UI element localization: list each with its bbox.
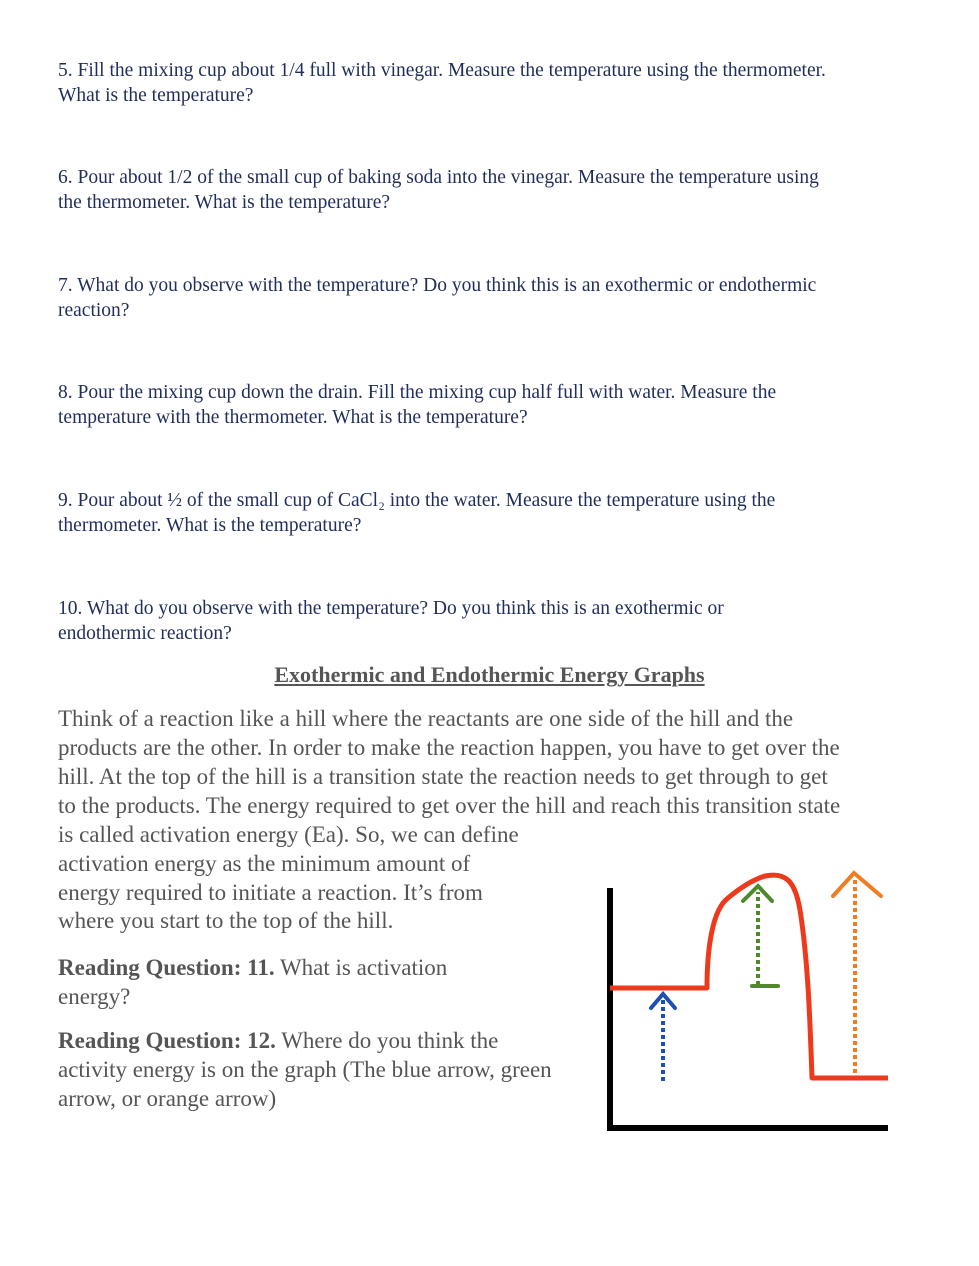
paragraph-line: energy required to initiate a reaction. It’s from <box>58 880 483 905</box>
orange-arrow <box>833 873 881 1073</box>
question-line: 10. What do you observe with the temperature? Do you think this is an exothermic or <box>58 598 724 619</box>
reading-question-text: What is activation energy? <box>58 955 448 1009</box>
question-line: reaction? <box>58 300 130 321</box>
blue-arrow <box>651 994 675 1081</box>
question-line: 5. Fill the mixing cup about 1/4 full with vinegar. Measure the temperature using the thermometer. <box>58 60 826 81</box>
paragraph-line: where you start to the top of the hill. <box>58 908 394 933</box>
paragraph-line: Think of a reaction like a hill where the reactants are one side of the hill and the <box>58 706 794 731</box>
question-line: 8. Pour the mixing cup down the drain. Fill the mixing cup half full with water. Measure the <box>58 382 777 403</box>
paragraph-line: to the products. The energy required to get over the hill and reach this transition state <box>58 793 841 818</box>
question-line: temperature with the thermometer. What is the temperature? <box>58 407 528 428</box>
paragraph-line: is called activation energy (Ea). So, we can define <box>58 822 519 847</box>
green-arrow <box>743 886 778 986</box>
paragraph-line: hill. At the top of the hill is a transition state the reaction needs to get through to get <box>58 764 828 789</box>
question-line: the thermometer. What is the temperature? <box>58 192 391 213</box>
paragraph-line: activation energy as the minimum amount of <box>58 851 471 876</box>
question-line: What is the temperature? <box>58 85 254 106</box>
question-line: 7. What do you observe with the temperature? Do you think this is an exothermic or endothermic <box>58 275 817 296</box>
reading-question-label: Reading Question: 11. <box>58 955 275 980</box>
question-line: 6. Pour about 1/2 of the small cup of baking soda into the vinegar. Measure the temperature using <box>58 167 819 188</box>
section-title: Exothermic and Endothermic Energy Graphs <box>274 662 705 687</box>
paragraph-line: products are the other. In order to make the reaction happen, you have to get over the <box>58 735 840 760</box>
question-line: 9. Pour about ½ of the small cup of CaCl₂ into the water. Measure the temperature using the <box>58 490 776 511</box>
reading-question-text: Where do you think the activity energy is on the graph (The blue arrow, green arrow, or orange arrow) <box>58 1028 552 1111</box>
question-line: endothermic reaction? <box>58 623 232 644</box>
question-line: thermometer. What is the temperature? <box>58 515 362 536</box>
energy-curve <box>610 875 888 1078</box>
reading-question-label: Reading Question: 12. <box>58 1028 276 1053</box>
